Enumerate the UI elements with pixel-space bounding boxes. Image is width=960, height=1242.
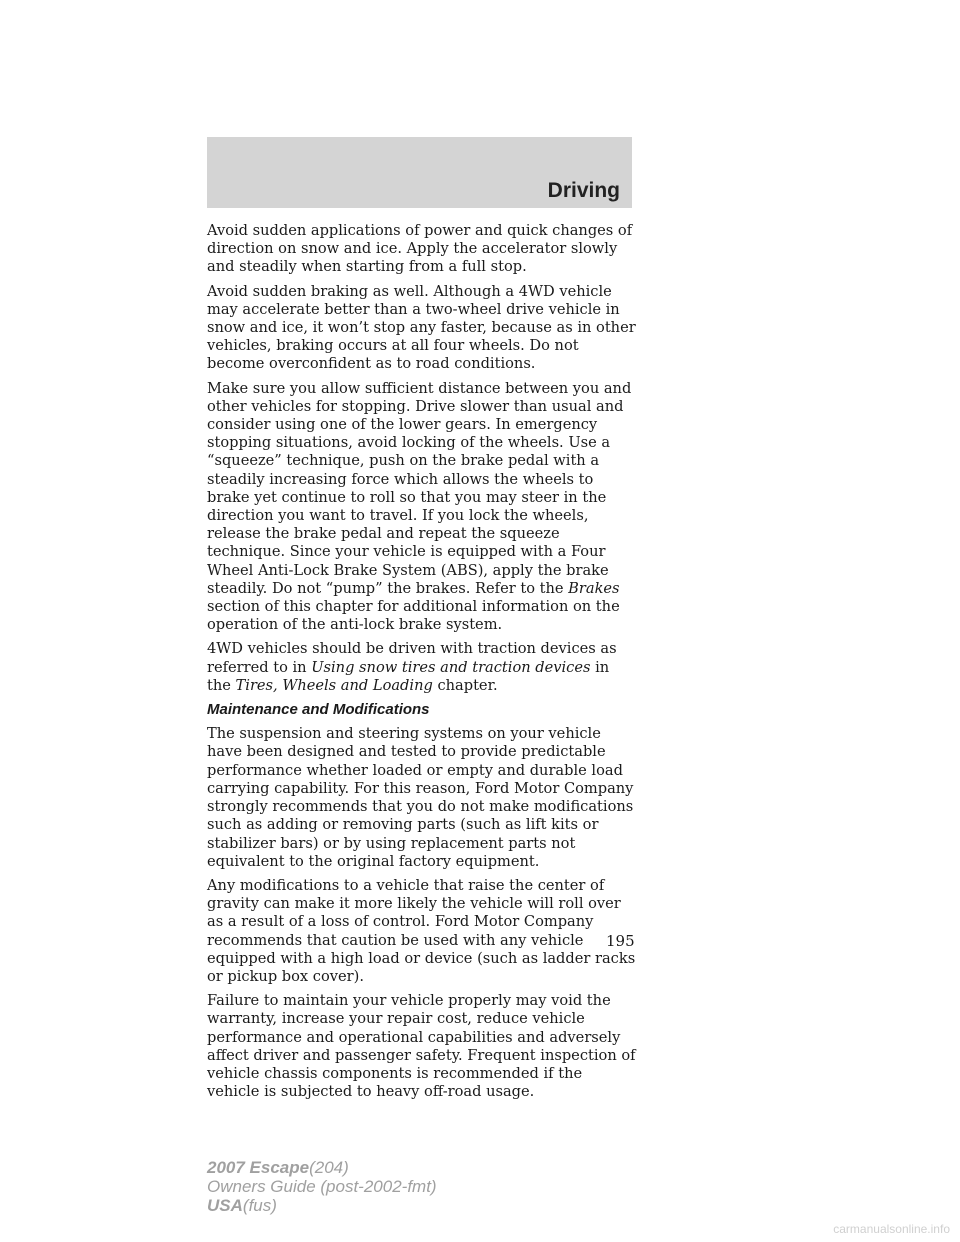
paragraph-3: [207, 380, 637, 635]
footer-line-2: Owners Guide (post-2002-fmt): [207, 1177, 437, 1196]
paragraph-4: [207, 640, 637, 695]
footer-line-3: [207, 1196, 437, 1215]
footer: [207, 1158, 437, 1215]
paragraph-3-text-b: section of this chapter for additional information on the operation of the anti-lock brake system.: [207, 598, 620, 634]
header-band: [207, 137, 632, 208]
footer-market: USA: [207, 1196, 243, 1215]
brakes-reference: Brakes: [568, 579, 620, 597]
paragraph-7: Failure to maintain your vehicle properly may void the warranty, increase your repair cost, reduce vehicle performance and operational capabilities and adversely affect driver and passenger safety. Frequent inspection of vehicle chassis components is recommended if the vehicle is subjected to heavy off-road usage.: [207, 992, 636, 1101]
snow-tires-reference: Using snow tires and traction devices: [311, 658, 591, 676]
paragraph-4-text-b: in the: [207, 658, 610, 694]
section-title: Driving: [547, 179, 620, 202]
footer-model-code: (204): [309, 1158, 349, 1177]
paragraph-1: Avoid sudden applications of power and quick changes of direction on snow and ice. Apply the accelerator slowly and steadily when starting from a full stop.: [207, 222, 633, 276]
site-watermark: carmanualsonline.info: [833, 1222, 950, 1236]
paragraph-2: Avoid sudden braking as well. Although a 4WD vehicle may accelerate better than a two-wheel drive vehicle in snow and ice, it won’t stop any faster, because as in other vehicles, braking occurs at all four wheels. Do not become overconfident as to road conditions.: [207, 282, 636, 373]
body-text: [207, 222, 637, 1107]
footer-market-code: (fus): [242, 1196, 277, 1215]
paragraph-4-text-c: chapter.: [432, 676, 498, 694]
paragraph-6: Any modifications to a vehicle that raise the center of gravity can make it more likely the vehicle will roll over as a result of a loss of control. Ford Motor Company recommends that caution be used with any vehicle equipped with a high load or device (such as ladder racks or pickup box cover).: [207, 876, 636, 985]
tires-chapter-reference: Tires, Wheels and Loading: [235, 676, 433, 694]
paragraph-5: The suspension and steering systems on your vehicle have been designed and tested to provide predictable performance whether loaded or empty and durable load carrying capability. For this reason, Ford Motor Company strongly recommends that you do not make modifications such as adding or removing parts (such as lift kits or stabilizer bars) or by using replacement parts not equivalent to the original factory equipment.: [207, 725, 634, 870]
paragraph-4-text-a: 4WD vehicles should be driven with traction devices as referred to in: [207, 640, 617, 676]
footer-model: 2007 Escape: [207, 1158, 310, 1177]
footer-line-1: [207, 1158, 437, 1177]
paragraph-3-text-a: Make sure you allow sufficient distance between you and other vehicles for stopping. Drive slower than usual and consider using one of the lower gears. In emergency stopping situations, avoid locking of the wheels. Use a “squeeze” technique, push on the brake pedal with a steadily increasing force which allows the wheels to brake yet continue to roll so that you may steer in the direction you want to travel. If you lock the wheels, release the brake pedal and repeat the squeeze technique. Since your vehicle is equipped with a Four Wheel Anti-Lock Brake System (ABS), apply the brake steadily. Do not “pump” the brakes. Refer to the: [207, 379, 632, 597]
page-number: 195: [606, 932, 635, 950]
subheading-maintenance: Maintenance and Modifications: [207, 701, 430, 719]
